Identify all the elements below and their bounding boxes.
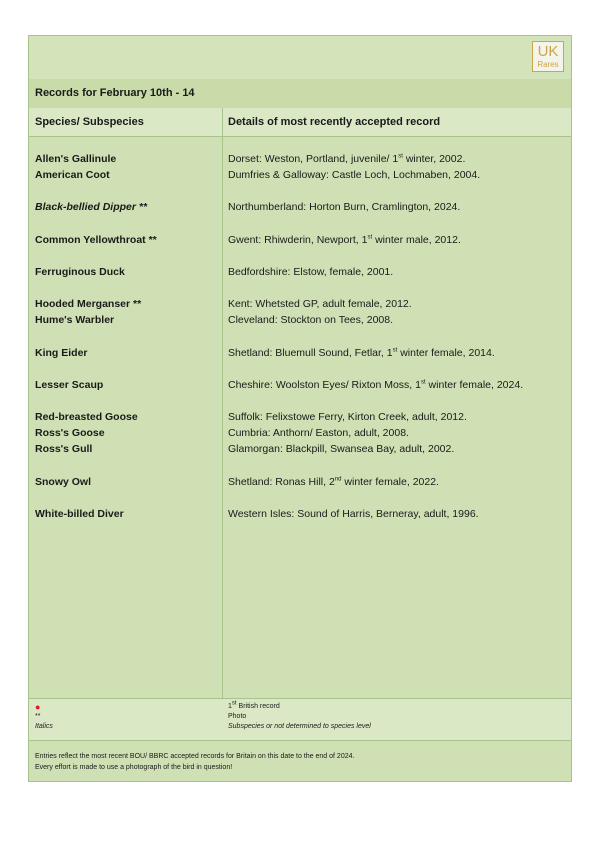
first-record-dot-icon: ● <box>35 702 41 712</box>
table-row <box>29 442 571 456</box>
column-header-details: Details of most recently accepted record <box>228 116 441 128</box>
legend-photo: Photo <box>228 713 247 720</box>
table-row <box>29 346 571 360</box>
record-details: Northumberland: Horton Burn, Cramlington, 2024. <box>228 201 461 213</box>
records-sheet <box>28 35 572 782</box>
table-row <box>29 297 571 311</box>
page-title: Records for February 10th - 14 <box>35 87 195 99</box>
species-name: Black-bellied Dipper ** <box>35 201 148 213</box>
table-row <box>29 378 571 392</box>
record-details: Suffolk: Felixstowe Ferry, Kirton Creek, adult, 2012. <box>228 411 467 423</box>
species-name: Ross's Gull <box>35 443 93 455</box>
species-name: Hooded Merganser ** <box>35 298 142 310</box>
species-name: American Coot <box>35 169 110 181</box>
title-row <box>29 79 571 109</box>
logo-uk-text: UK <box>537 43 559 60</box>
logo-rares-text: Rares <box>537 60 559 69</box>
species-name: Hume's Warbler <box>35 314 115 326</box>
table-row <box>29 168 571 182</box>
record-details: Glamorgan: Blackpill, Swansea Bay, adult, 2002. <box>228 443 455 455</box>
record-details: Western Isles: Sound of Harris, Berneray, adult, 1996. <box>228 508 479 520</box>
legend-subspecies: Subspecies or not determined to species level <box>228 723 371 730</box>
record-details: Gwent: Rhiwderin, Newport, 1st winter male, 2012. <box>228 234 461 246</box>
logo-row <box>29 36 571 80</box>
record-details: Bedfordshire: Elstow, female, 2001. <box>228 266 394 278</box>
table-row <box>29 313 571 327</box>
table-row <box>29 426 571 440</box>
record-details: Cumbria: Anthorn/ Easton, adult, 2008. <box>228 427 409 439</box>
footnote-photograph: Every effort is made to use a photograph of the bird in question! <box>35 764 233 771</box>
footnote-accepted-records: Entries reflect the most recent BOU/ BBRC accepted records for Britain on this date to the end of 2024. <box>35 753 355 760</box>
uk-rares-logo <box>532 41 564 72</box>
species-name: Common Yellowthroat ** <box>35 234 157 246</box>
table-row <box>29 475 571 489</box>
species-name: Red-breasted Goose <box>35 411 138 423</box>
column-header-species: Species/ Subspecies <box>35 116 144 128</box>
record-details: Dorset: Weston, Portland, juvenile/ 1st winter, 2002. <box>228 153 466 165</box>
table-row <box>29 410 571 424</box>
record-details: Kent: Whetsted GP, adult female, 2012. <box>228 298 412 310</box>
species-name: White-billed Diver <box>35 508 124 520</box>
legend-photo-marker: ** <box>35 713 41 720</box>
record-details: Dumfries & Galloway: Castle Loch, Lochmaben, 2004. <box>228 169 481 181</box>
species-name: Snowy Owl <box>35 476 92 488</box>
species-name: Lesser Scaup <box>35 379 104 391</box>
species-name: Ferruginous Duck <box>35 266 125 278</box>
table-row <box>29 200 571 214</box>
table-row <box>29 152 571 166</box>
record-details: Cleveland: Stockton on Tees, 2008. <box>228 314 394 326</box>
legend-first-record: 1st British record <box>228 700 280 710</box>
species-name: Ross's Goose <box>35 427 105 439</box>
species-name: Allen's Gallinule <box>35 153 117 165</box>
record-details: Shetland: Bluemull Sound, Fetlar, 1st winter female, 2014. <box>228 347 495 359</box>
table-row <box>29 507 571 521</box>
record-details: Cheshire: Woolston Eyes/ Rixton Moss, 1st winter female, 2024. <box>228 379 524 391</box>
legend <box>29 698 571 741</box>
table-row <box>29 265 571 279</box>
table-header <box>29 108 571 137</box>
table-row <box>29 233 571 247</box>
legend-italics-marker: Italics <box>35 723 53 730</box>
species-name: King Eider <box>35 347 88 359</box>
record-details: Shetland: Ronas Hill, 2nd winter female, 2022. <box>228 476 439 488</box>
